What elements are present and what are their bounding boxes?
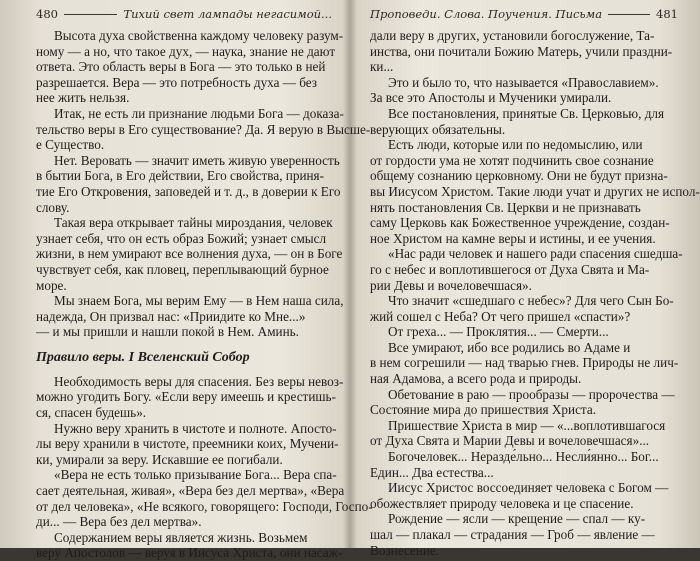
text-line: Высота духа свойственна каждому человеку разум- [54,28,344,43]
text-line: ся, спасен будешь». [36,405,147,421]
right-page-number: 481 [656,7,678,21]
text-line: ки... [370,59,394,75]
text-line: дали веру в других, установили богослужение, Та- [370,28,655,43]
text-line: общему сознанию церковному. Они не будут призна- [370,168,668,184]
text-line: узнает себя, что он есть образ Божий; узнает смысл [36,230,327,246]
text-line: Богочеловек... Неразде́льно... Несли́янно... Бог... [388,449,659,465]
text-line: море. [36,277,67,293]
text-line: го с небес и воплотившегося от Духа Свята и Ма- [370,261,650,277]
text-line: «Нас ради человек и нашего ради спасения сшедша- [388,246,683,262]
text-line: нее жить нельзя. [36,90,130,106]
left-page-number: 480 [36,7,58,21]
left-text-block [36,28,373,561]
text-line: в нем согрешили — над тварью гнев. Природы не лич- [370,355,679,371]
text-line: жизни, в нем умирают все волнения духа, — он в Боге [36,246,343,262]
text-line: инства, они почитали Божию Матерь, учили праздни- [370,43,673,59]
text-line: Необходимость веры для спасения. Без веры невоз- [54,373,344,389]
text-line: тие Его Откровения, заповедей и т. д., в доверии к Его [36,183,341,199]
text-line: Что значит «сшедшаго с небес»? Для чего Сын Бо- [388,293,674,309]
text-line: обожествляет природу человека и це спасение. [370,495,634,511]
text-line: ное Христом на камне веры и истины, и ее учения. [370,230,656,246]
text-line: Пришествие Христа в мир — «...воплотившагося [388,417,666,433]
left-running-head [36,6,332,22]
text-line: Все умирают, ибо все родились во Адаме и [388,339,631,355]
text-line: Мы знаем Бога, мы верим Ему — в Нем наша сила, [54,293,344,309]
text-line: от Духа Свята и Марии Девы и вочеловечшася»... [370,433,650,449]
text-line: от дел человека», «Не всякого, говорящего: Господи, Госпо- [36,498,373,514]
text-line: тельство веры в Его существование? Да. Я верую в Высше- [36,121,371,137]
text-line: саму Церковь как Божественное учреждение, создан- [370,215,670,231]
text-line: Иисус Христос воссоединяет человека с Богом — [388,480,669,496]
right-text-block [370,28,700,558]
text-line: Обетование в раю — прообразы — пророчества — [388,386,675,402]
text-line: шал — плакал — страдания — Гроб — явление — [370,527,655,542]
text-line: Состояние мира до пришествия Христа. [370,402,596,418]
right-paragraphs [370,28,700,558]
text-line: нять постановления Св. Церкви и не признавать [370,199,641,215]
text-line: За все это Апостолы и Мученики умирали. [370,90,612,106]
text-line: От греха... — Проклятия... — Смерти... [388,324,609,340]
text-line: можно угодить Богу. «Если веру имеешь и крестишь- [36,389,336,405]
text-line: Есть люди, которые или по недомыслию, или [388,137,643,153]
section-heading: Правило веры. I Вселенский Собор [36,349,250,365]
right-page [352,0,700,558]
left-paragraphs-top [36,28,371,340]
right-head-rule [608,14,650,15]
left-head-rule [64,14,118,15]
left-paragraphs-bottom [36,373,373,561]
text-line: ди... — Вера без дел мертва». [36,514,202,530]
text-line: Итак, не есть ли признание людьми Бога — доказа- [54,105,344,121]
text-line: вы Иисусом Христом. Такие люди учат и других не испол- [370,183,700,199]
right-running-head [370,6,678,22]
text-line: е Существо. [36,137,105,153]
text-line: — и мы пришли и нашли покой в Нем. Аминь. [36,324,299,340]
text-line: Содержанием веры является жизнь. Возьмем [54,529,308,545]
right-running-title: Проповеди. Слова. Поучения. Письма [370,7,603,21]
text-line: ответа. Это область веры в Бога — это только в ней [36,59,326,75]
text-line: разрешается. Вера — это потребность духа — без [36,74,318,90]
text-line: надежда, Он призвал нас: «Приидите ко Мне...» [36,308,306,324]
text-line: от гордости ума не хотят подчинить свое сознание [370,152,654,168]
text-line: Такая вера открывает тайны мироздания, человек [54,215,333,231]
text-line: Нет. Веровать — значит иметь живую уверенность [54,152,340,168]
text-line: слову. [36,199,70,215]
text-line: жий сошел с Неба? От чего пришел «спасти»? [370,308,631,324]
text-line: Нужно веру хранить в чистоте и полноте. Aпосто- [54,420,337,436]
text-line: ная Адамова, а всего рода и природы. [370,371,582,387]
text-line: Един... Два естества... [370,464,494,480]
text-line: «Вера не есть только призывание Бога... Вера спа- [54,467,337,483]
text-line: Это и было то, что называется «Православием». [388,74,659,90]
text-line: веру Апостолов — веруя в Иисуса Христа, они насаж- [36,545,343,561]
left-running-title: Тихий свет лампады негасимой... [123,7,332,21]
text-line: верующих обязательны. [370,121,506,137]
text-line: чувствует себя, как пловец, переплывающий бурное [36,261,329,277]
text-line: Вознесение. [370,542,439,558]
text-line: Рождение — ясли — крещение — спал — ку- [388,511,646,527]
text-line: лы веру хранили в чистоте, преемники коих, Мучени- [36,436,339,452]
text-line: рии Девы и вочеловечшася». [370,277,532,293]
text-line: Все постановления, принятые Св. Церковью, для [388,105,665,121]
text-line: в бытии Бога, в Его действии, Его свойства, приня- [36,168,325,184]
text-line: ному — а но, что такое дух, — наука, знание не дают [36,43,336,59]
text-line: ки, умирали за веру. Искавшие ее погибали. [36,451,283,467]
text-line: сает деятельная, живая», «Вера без дел мертва», «Вера [36,483,345,499]
